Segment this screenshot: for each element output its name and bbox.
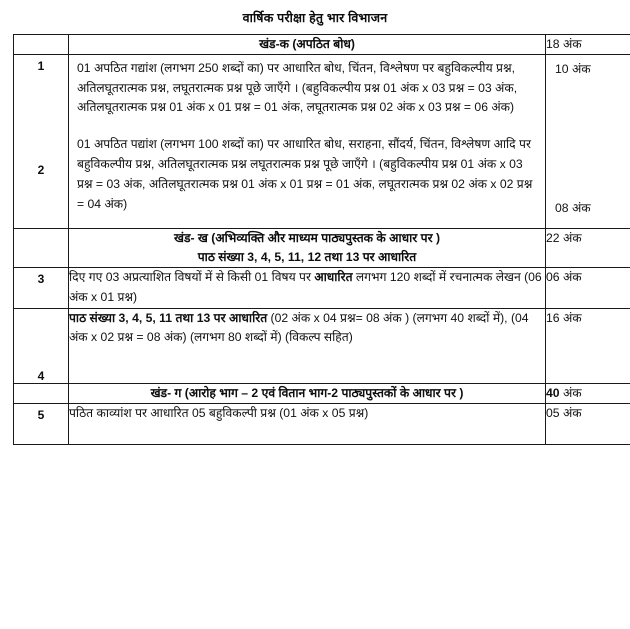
row-3-text-pre: दिए गए 03 अप्रत्याशित विषयों में से किसी 01 विषय पर: [69, 270, 315, 285]
section-kha-sn-blank: [14, 229, 69, 268]
section-ka-header: खंड-क (अपठित बोध): [69, 35, 546, 55]
row-description-3: [69, 268, 546, 309]
row-marks-2: 08 अंक: [555, 200, 591, 215]
row-sn-3: 3: [37, 272, 45, 287]
row-3-text-bold: आधारित: [314, 270, 353, 285]
row-4-text-bold: पाठ संख्या 3, 4, 5, 11 तथा 13 पर आधारित: [69, 310, 268, 325]
row-sn-4: 4: [37, 368, 45, 383]
section-ka-marks: 18 अंक: [546, 35, 630, 55]
row-5-sn-cell: [14, 403, 69, 444]
row-sn-5: 5: [37, 407, 45, 422]
table-row-5: [14, 403, 630, 444]
row-sn-1: 1: [37, 58, 45, 73]
row-4-text-post: (02 अंक x 04 प्रश्न= 08 अंक ) (लगभग 40 शब्दों में), (04 अंक x 02 प्रश्न = 08 अंक) (लगभग 80 शब्दों में) (विकल्प सहित): [69, 310, 529, 345]
section-header-row-kha: [14, 229, 630, 268]
section-kha-header-line2: पाठ संख्या 3, 4, 5, 11, 12 तथा 13 पर आधारित: [197, 250, 417, 265]
row-description-5: पठित काव्यांश पर आधारित 05 बहुविकल्पी प्रश्न (01 अंक x 05 प्रश्न): [69, 403, 546, 444]
section-ka-desc-column: [69, 54, 546, 228]
section-ga-marks-unit: अंक: [559, 385, 582, 400]
row-marks-1: 10 अंक: [555, 61, 591, 76]
row-sn-2: 2: [37, 162, 45, 177]
row-marks-3: 06 अंक: [546, 268, 630, 309]
table-row-3: [14, 268, 630, 309]
section-ka-sn-column: [14, 54, 69, 228]
row-4-sn-cell: [14, 308, 69, 383]
weightage-table: [13, 34, 630, 445]
row-marks-5: 05 अंक: [546, 403, 630, 444]
section-header-row-ga: [14, 383, 630, 403]
row-description-4: [69, 308, 546, 383]
section-ka-body-row: [14, 54, 630, 228]
row-marks-4: 16 अंक: [546, 308, 630, 383]
section-ga-marks-number: 40: [546, 385, 560, 400]
section-kha-header: [69, 229, 546, 268]
row-description-1: 01 अपठित गद्यांश (लगभग 250 शब्दों का) पर आधारित बोध, चिंतन, विश्लेषण पर बहुविकल्पीय प्रश्न, अतिलघूतरात्मक प्रश्न, लघूतरात्मक प्रश्न पूछे जाऍंगे । (बहुविकल्पीय प्रश्न 01 अंक x 03 प्रश्न = 03 अंक, अतिलघूतरात्मक प्रश्न 01 अंक x 01 प्रश्न = 01 अंक, लघूतरात्मक प्रश्न 02 अंक x 03 प्रश्न = 06 अंक): [77, 60, 518, 115]
section-header-row-ka: [14, 35, 630, 55]
section-kha-header-line1: खंड- ख (अभिव्यक्ति और माध्यम पाठ्यपुस्तक के आधार पर ): [173, 231, 441, 246]
page-title: वार्षिक परीक्षा हेतु भार विभाजन: [242, 11, 388, 25]
section-ka-sn-blank: [14, 35, 69, 55]
section-ka-marks-column: [546, 54, 630, 228]
table-row-4: [14, 308, 630, 383]
section-ga-sn-blank: [14, 383, 69, 403]
section-ga-marks: [546, 383, 630, 403]
section-kha-marks: 22 अंक: [546, 229, 630, 268]
row-3-sn-cell: [14, 268, 69, 309]
section-ga-header: खंड- ग (आरोह भाग – 2 एवं वितान भाग-2 पाठ्यपुस्तकों के आधार पर ): [69, 383, 546, 403]
row-3-text-post: लगभग 120 शब्दों में रचनात्मक लेखन (06 अंक x 01 प्रश्न): [69, 270, 542, 304]
row-description-2: 01 अपठित पद्यांश (लगभग 100 शब्दों का) पर आधारित बोध, सराहना, सौंदर्य, चिंतन, विश्लेषण आदि पर बहुविकल्पीय प्रश्न, अतिलघूतरात्मक प्रश्न लघूतरात्मक प्रश्न पूछे जाऍंगे । (बहुविकल्पीय प्रश्न 01 अंक x 03 प्रश्न = 03 अंक, अतिलघूतरात्मक प्रश्न 01 अंक x 01 प्रश्न = 01 अंक, लघूतरात्मक प्रश्न 02 अंक x 02 प्रश्न = 04 अंक): [77, 137, 533, 211]
